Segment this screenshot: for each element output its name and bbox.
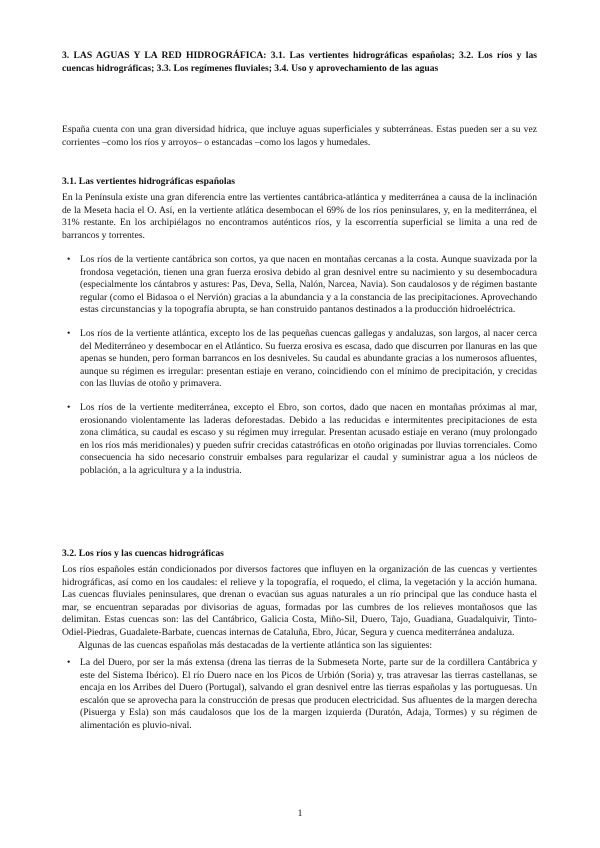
document-title: 3. LAS AGUAS Y LA RED HIDROGRÁFICA: 3.1. Las vertientes hidrográficas españolas; 3.2. Los ríos y las cuencas hidrográficas; 3.3. Los regímenes fluviales; 3.4. Uso y aprovechamiento de las aguas xyxy=(62,50,537,74)
bullet-icon: • xyxy=(67,401,71,413)
bullet-text: Los ríos de la vertiente atlántica, excepto los de las pequeñas cuencas gallegas y andaluzas, son largos, al nacer cerca del Mediterráneo y desembocar en el Atlántico. Su fuerza erosiva es escasa, dado que discurren por llanuras en las que apenas se hunden, pero forman barrancos en los desniveles. Su caudal es abundante gracias a los numerosos afluentes, aunque su régimen es irregular: presentan estiaje en verano, coincidiendo con el mínimo de precipitación, y crecidas con las lluvias de otoño y primavera. xyxy=(80,327,537,390)
bullet-item-cantabrica xyxy=(62,254,537,317)
section-paragraph-cuencas: Los ríos españoles están condicionados por diversos factores que influyen en la organización de las cuencas y vertientes hidrográficas, así como en los caudales: el relieve y la topografía, el roquedo, el clima, la vegetación y la acción humana. Las cuencas fluviales peninsulares, que drenan o evacúan sus aguas naturales a un río principal que las conduce hasta el mar, se encuentran separadas por divisorias de aguas, formadas por las cumbres de los relieves montañosos que las delimitan. Estas cuencas son: las del Cantábrico, Galicia Costa, Miño-Sil, Duero, Tajo, Guadiana, Guadalquivir, Tinto-Odiel-Piedras, Guadalete-Barbate, cuencas internas de Cataluña, Ebro, Júcar, Segura y cuenca mediterránea andaluza. xyxy=(62,564,537,638)
bullet-text: Los ríos de la vertiente cantábrica son cortos, ya que nacen en montañas cercanas a la costa. Aunque suavizada por la frondosa vegetación, tienen una gran fuerza erosiva debido al gran desnivel entre su nacimiento y su desembocadura (especialmente los cántabros y astures: Pas, Deva, Sella, Nalón, Narcea, Navia). Son caudalosos y de régimen bastante regular (como el Bidasoa o el Nervión) gracias a la abundancia y a la constancia de las precipitaciones. Aprovechando estas circunstancias y la topografía abrupta, se han construido pantanos destinados a la producción hidroeléctrica. xyxy=(80,254,537,316)
bullet-icon: • xyxy=(67,254,71,265)
bullet-list-cuencas xyxy=(62,657,537,733)
section-paragraph-vertientes: En la Península existe una gran diferencia entre las vertientes cantábrica-atlántica y mediterránea a causa de la inclinación de la Meseta hacia el O. Así, en la vertiente atlática desembocan el 69% de los ríos peninsulares, y, en la mediterránea, el 31% restante. En los archipiélagos no encontramos auténticos ríos, y la escorrentía superficial se limita a una red de barrancos y torrentes. xyxy=(62,192,537,241)
intro-paragraph: España cuenta con una gran diversidad hídrica, que incluye aguas superficiales y subterráneas. Estas pueden ser a su vez corrientes –como los ríos y arroyos– o estancadas –como los lagos y humedales. xyxy=(62,124,537,148)
bullet-item-atlantica xyxy=(62,328,537,391)
bullet-list-vertientes xyxy=(62,254,537,478)
bullet-item-mediterranea xyxy=(62,402,537,478)
bullet-text: Los ríos de la vertiente mediterránea, excepto el Ebro, son cortos, dado que nacen en montañas próximas al mar, erosionando violentamente las laderas deforestadas. Debido a las reducidas e intermitentes precipitaciones de esta zona climática, su caudal es escaso y su régimen muy irregular. Presentan acusado estiaje en verano (muy prolongado en los ríos más meridionales) y pueden sufrir crecidas catastróficas en otoño originadas por lluvias torrenciales. Como consecuencia ha sido necesario construir embalses para regularizar el caudal y suministrar agua a los núcleos de población, a la agricultura y a la industria. xyxy=(80,401,537,476)
bullet-text: La del Duero, por ser la más extensa (drena las tierras de la Submeseta Norte, parte sur de la cordillera Cantábrica y este del Sistema Ibérico). El río Duero nace en los Picos de Urbión (Soria) y, tras atravesar las tierras castellanas, se encaja en los Arribes del Duero (Portugal), salvando el gran desnivel entre las tierras españolas y las portuguesas. Un escalón que se aprovecha para la construcción de presas que producen electricidad. Sus afluentes de la margen derecha (Pisuerga y Esla) son más caudalosos que los de la margen izquierda (Duratón, Adaja, Tormes) y su régimen de alimentación es pluvio-nival. xyxy=(80,657,537,731)
section-paragraph-cuencas-intro: Algunas de las cuencas españolas más destacadas de la vertiente atlántica son las siguientes: xyxy=(78,640,433,651)
bullet-icon: • xyxy=(67,657,71,668)
section-heading-vertientes: 3.1. Las vertientes hidrográficas españolas xyxy=(62,176,236,187)
bullet-icon: • xyxy=(67,327,71,339)
bullet-item-duero xyxy=(62,657,537,733)
section-heading-cuencas: 3.2. Los ríos y las cuencas hidrográficas xyxy=(62,548,224,559)
page-number: 1 xyxy=(297,808,303,819)
